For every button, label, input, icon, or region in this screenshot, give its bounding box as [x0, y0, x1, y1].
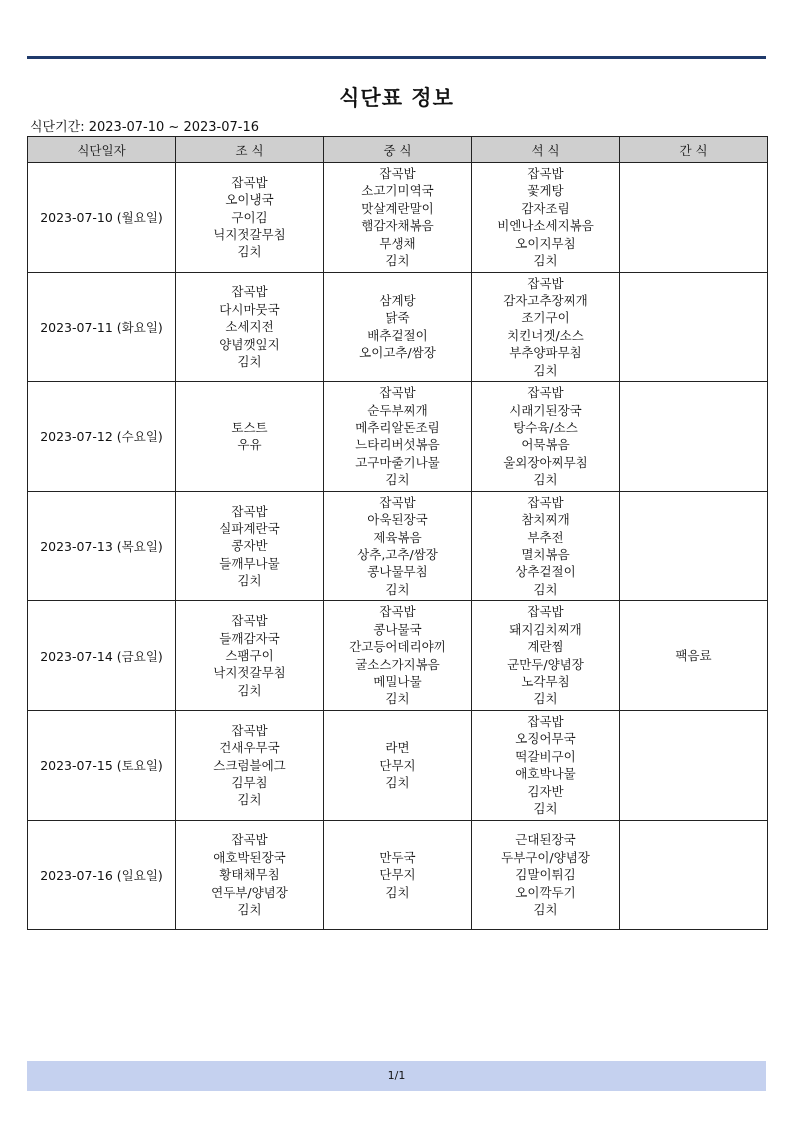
- snack-cell: [620, 601, 768, 711]
- dinner-cell: [472, 491, 620, 601]
- menu-item: 애호박나물: [515, 766, 576, 782]
- menu-item: 김치: [533, 691, 558, 707]
- menu-item: 시래기된장국: [509, 402, 582, 418]
- menu-item: 김치: [385, 691, 410, 707]
- date-cell: 2023-07-16 (일요일): [28, 820, 176, 930]
- lunch-cell: [324, 820, 472, 930]
- menu-item: 애호박된장국: [213, 849, 286, 865]
- menu-item: 상추,고추/쌈장: [357, 547, 438, 563]
- menu-item: 굴소스가지볶음: [355, 656, 440, 672]
- menu-item: 김치: [237, 354, 262, 369]
- date-cell: 2023-07-14 (금요일): [28, 601, 176, 711]
- menu-item: 오이깍두기: [515, 884, 576, 900]
- menu-item: 잡곡밥: [231, 613, 268, 629]
- table-row: [28, 491, 768, 601]
- menu-item: 우유: [237, 437, 262, 453]
- lunch-cell: [324, 382, 472, 492]
- menu-item: 김치: [533, 581, 558, 597]
- menu-item: 배추겉절이: [367, 327, 428, 343]
- snack-cell: [620, 710, 768, 820]
- menu-item: 잡곡밥: [379, 166, 416, 182]
- menu-item: 김치: [237, 792, 262, 808]
- menu-item: 잡곡밥: [527, 166, 564, 182]
- menu-item: 잡곡밥: [231, 174, 268, 190]
- menu-item: 군만두/양념장: [507, 656, 584, 672]
- snack-cell: [620, 382, 768, 492]
- table-row: [28, 163, 768, 273]
- menu-item: 고구마줄기나물: [355, 454, 440, 470]
- header-row: [28, 137, 768, 163]
- menu-item: 김치: [533, 253, 558, 269]
- menu-item: 조기구이: [521, 310, 570, 326]
- menu-item: 감자고추장찌개: [503, 293, 588, 309]
- menu-item: 김치: [385, 581, 410, 597]
- menu-item: 잡곡밥: [231, 722, 268, 738]
- menu-item: 부추전: [527, 529, 564, 545]
- header-date: 식단일자: [28, 137, 176, 163]
- menu-item: 잡곡밥: [379, 385, 416, 401]
- lunch-cell: [324, 163, 472, 273]
- menu-item: 김말이튀김: [515, 867, 576, 883]
- menu-item: 김치: [533, 472, 558, 488]
- menu-item: 잡곡밥: [527, 275, 564, 291]
- dinner-cell: [472, 820, 620, 930]
- menu-item: 낙지젓갈무침: [213, 665, 286, 681]
- menu-item: 소세지전: [225, 319, 274, 335]
- meal-table: [27, 136, 768, 930]
- menu-item: 김치: [385, 253, 410, 269]
- menu-item: 단무지: [379, 867, 416, 883]
- menu-item: 탕수육/소스: [513, 420, 578, 436]
- menu-item: 닭죽: [385, 310, 410, 326]
- breakfast-cell: [176, 820, 324, 930]
- menu-item: 두부구이/양념장: [501, 849, 590, 865]
- menu-item: 김자반: [527, 783, 564, 799]
- date-cell: 2023-07-10 (월요일): [28, 163, 176, 273]
- lunch-cell: [324, 601, 472, 711]
- menu-item: 콩나물무침: [367, 564, 428, 580]
- dinner-cell: [472, 163, 620, 273]
- menu-item: 들깨감자국: [219, 630, 280, 646]
- table-row: [28, 272, 768, 382]
- table-row: [28, 820, 768, 930]
- breakfast-cell: [176, 601, 324, 711]
- menu-item: 오이지무침: [515, 235, 576, 251]
- menu-item: 아욱된장국: [367, 512, 428, 528]
- menu-item: 감자조림: [521, 200, 570, 216]
- menu-item: 치킨너겟/소스: [507, 327, 584, 343]
- menu-item: 잡곡밥: [527, 385, 564, 401]
- menu-item: 소고기미역국: [361, 183, 434, 199]
- breakfast-cell: [176, 710, 324, 820]
- menu-item: 단무지: [379, 757, 416, 773]
- menu-item: 실파계란국: [219, 520, 280, 536]
- menu-item: 어묵볶음: [521, 437, 570, 453]
- menu-item: 잡곡밥: [231, 503, 268, 519]
- menu-item: 잡곡밥: [527, 604, 564, 620]
- menu-item: 연두부/양념장: [211, 884, 288, 900]
- menu-item: 꽃게탕: [527, 183, 564, 199]
- menu-item: 삼계탕: [379, 293, 416, 309]
- date-cell: 2023-07-13 (목요일): [28, 491, 176, 601]
- menu-item: 메밀나물: [373, 674, 422, 690]
- menu-item: 콩자반: [231, 538, 268, 554]
- menu-item: 김치: [237, 901, 262, 917]
- menu-item: 잡곡밥: [379, 494, 416, 510]
- menu-item: 느타리버섯볶음: [355, 437, 440, 453]
- page-title: 식단표 정보: [339, 86, 454, 110]
- snack-cell: [620, 272, 768, 382]
- menu-item: 잡곡밥: [527, 494, 564, 510]
- table-row: [28, 382, 768, 492]
- menu-item: 닉지젓갈무침: [213, 227, 286, 242]
- menu-item: 양념깻잎지: [219, 336, 280, 352]
- menu-item: 오이고추/쌈장: [359, 345, 436, 361]
- menu-item: 김치: [533, 362, 558, 378]
- snack-cell: [620, 820, 768, 930]
- menu-item: 김치: [237, 573, 262, 589]
- menu-item: 들깨무나물: [219, 555, 280, 571]
- menu-item: 비엔나소세지볶음: [497, 218, 594, 234]
- menu-item: 노각무침: [521, 674, 570, 690]
- menu-item: 순두부찌개: [367, 402, 428, 418]
- menu-item: 떡갈비구이: [515, 748, 576, 764]
- lunch-cell: [324, 272, 472, 382]
- menu-item: 오징어무국: [515, 731, 576, 747]
- menu-item: 부추양파무침: [509, 345, 582, 361]
- meal-table-body: [28, 163, 768, 930]
- menu-item: 김치: [533, 901, 558, 917]
- menu-item: 근대된장국: [515, 832, 576, 848]
- top-rule: [27, 56, 766, 59]
- menu-item: 스팸구이: [225, 647, 274, 663]
- menu-item: 김치: [237, 682, 262, 698]
- snack-cell: [620, 163, 768, 273]
- table-row: [28, 601, 768, 711]
- menu-item: 김치: [385, 884, 410, 900]
- menu-item: 참치찌개: [521, 512, 570, 528]
- menu-item: 다시마뭇국: [219, 301, 280, 317]
- date-cell: 2023-07-15 (토요일): [28, 710, 176, 820]
- date-cell: 2023-07-12 (수요일): [28, 382, 176, 492]
- menu-item: 만두국: [379, 849, 416, 865]
- dinner-cell: [472, 601, 620, 711]
- menu-item: 김무침: [231, 774, 268, 790]
- header-lunch: 중 식: [324, 137, 472, 163]
- menu-item: 제육볶음: [373, 529, 422, 545]
- menu-item: 김치: [385, 774, 410, 790]
- page-number: 1/1: [387, 1069, 406, 1082]
- menu-item: 김치: [533, 801, 558, 817]
- dinner-cell: [472, 382, 620, 492]
- menu-item: 스크럼블에그: [213, 757, 286, 773]
- menu-item: 잡곡밥: [231, 284, 268, 300]
- menu-item: 팩음료: [675, 647, 712, 663]
- menu-item: 김치: [385, 472, 410, 488]
- menu-item: 황태채무침: [219, 867, 280, 883]
- menu-item: 잡곡밥: [379, 604, 416, 620]
- menu-item: 무생채: [379, 235, 416, 251]
- menu-item: 라면: [385, 740, 410, 756]
- snack-cell: [620, 491, 768, 601]
- menu-item: 건새우무국: [219, 740, 280, 756]
- breakfast-cell: [176, 382, 324, 492]
- menu-item: 맛살계란말이: [361, 200, 434, 216]
- menu-item: 잡곡밥: [231, 832, 268, 848]
- menu-item: 멸치볶음: [521, 547, 570, 563]
- breakfast-cell: [176, 272, 324, 382]
- menu-item: 콩나물국: [373, 621, 422, 637]
- menu-item: 김치: [237, 244, 262, 260]
- menu-item: 상추겉절이: [515, 564, 576, 580]
- date-cell: 2023-07-11 (화요일): [28, 272, 176, 382]
- menu-item: 메추리알돈조림: [355, 420, 440, 436]
- menu-item: 울외장아찌무침: [503, 454, 588, 470]
- menu-item: 계란찜: [527, 639, 564, 655]
- menu-item: 간고등어데리야끼: [349, 639, 446, 655]
- header-snack: 간 식: [620, 137, 768, 163]
- menu-item: 잡곡밥: [527, 714, 564, 730]
- footer-bar: [27, 1061, 766, 1091]
- breakfast-cell: [176, 491, 324, 601]
- menu-item: 토스트: [231, 420, 268, 436]
- dinner-cell: [472, 272, 620, 382]
- meal-period: 식단기간: 2023-07-10 ~ 2023-07-16: [30, 120, 260, 135]
- breakfast-cell: [176, 163, 324, 273]
- dinner-cell: [472, 710, 620, 820]
- menu-item: 돼지김치찌개: [509, 621, 582, 637]
- menu-item: 오이냉국: [225, 192, 274, 208]
- header-breakfast: 조 식: [176, 137, 324, 163]
- table-row: [28, 710, 768, 820]
- menu-item: 구이김: [231, 209, 268, 225]
- lunch-cell: [324, 491, 472, 601]
- menu-item: 햄감자채볶음: [361, 218, 434, 234]
- lunch-cell: [324, 710, 472, 820]
- header-dinner: 석 식: [472, 137, 620, 163]
